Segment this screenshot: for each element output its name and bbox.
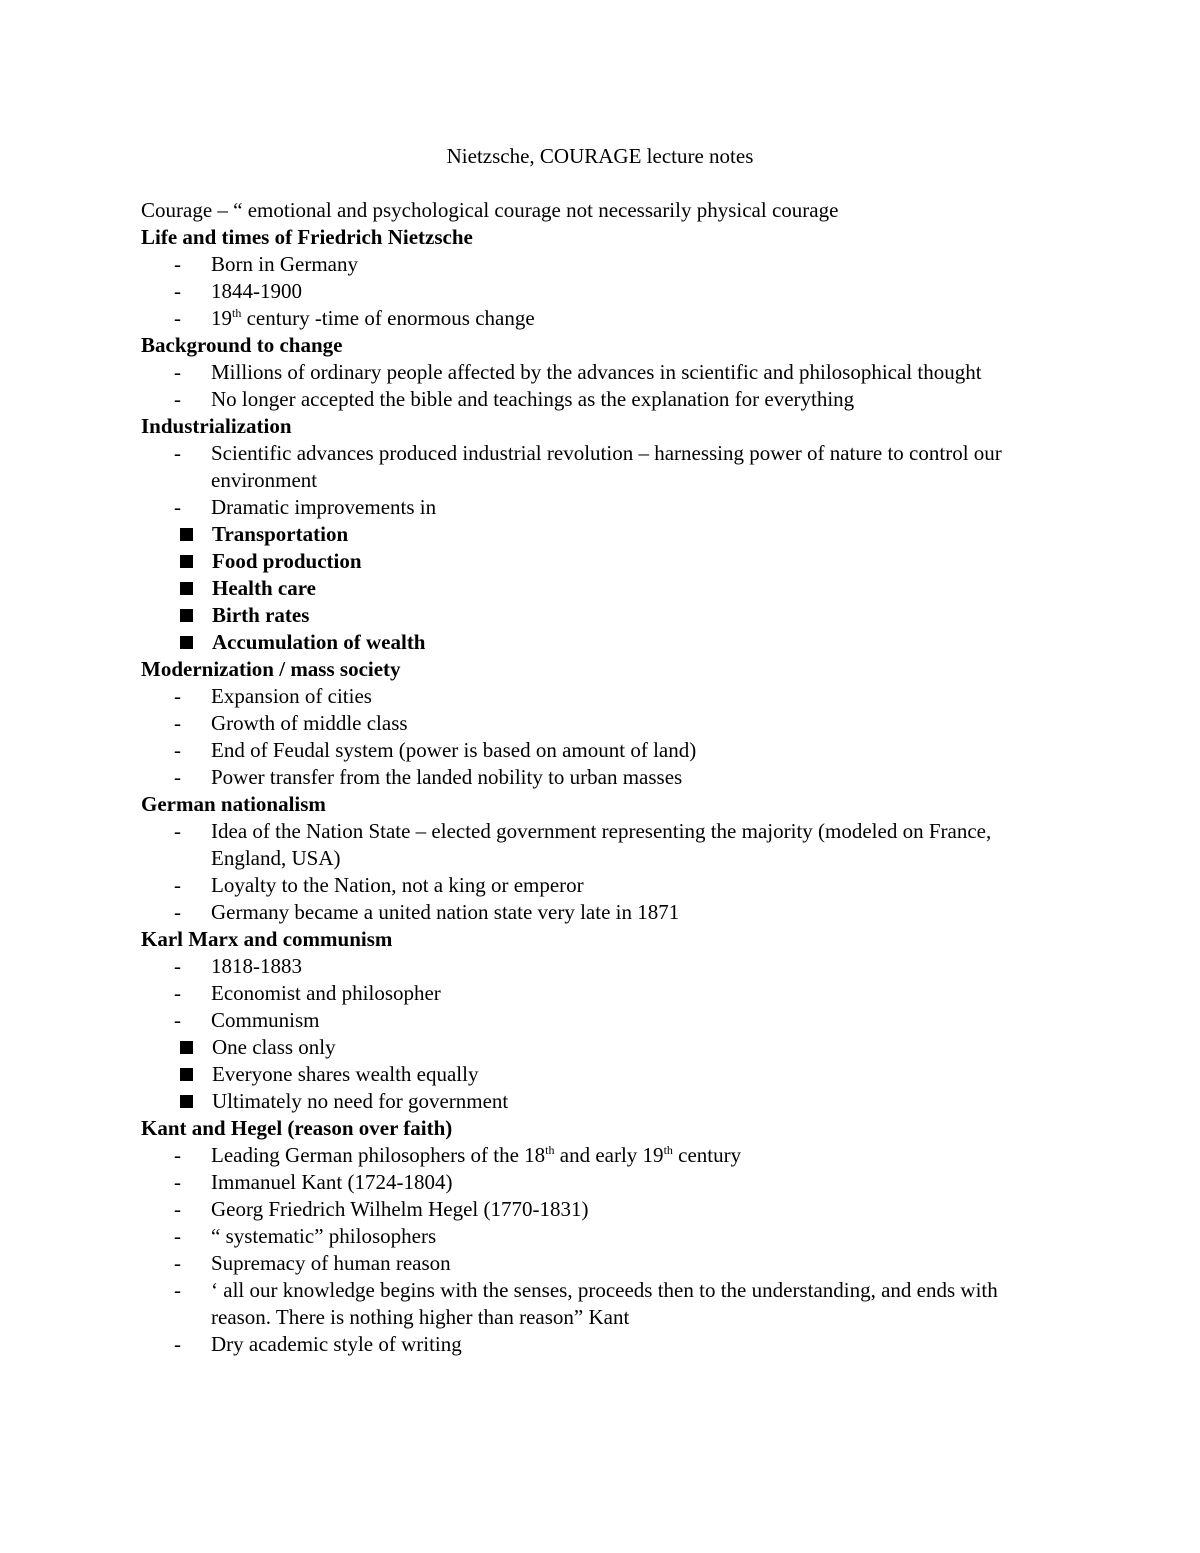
section-industrialization [141,413,1046,656]
list-item [141,872,1046,899]
square-bullet-icon [180,528,193,541]
sub-item-text: Everyone shares wealth equally [212,1062,479,1086]
item-text: Growth of middle class [211,711,408,735]
ordinal-suffix: th [663,1143,673,1157]
item-text: 1844-1900 [211,279,302,303]
list-item [141,1331,1046,1358]
list-item [141,683,1046,710]
dash-bullet: - [174,1170,181,1194]
list-item [141,1007,1046,1034]
list-item [141,1277,1046,1331]
item-text: Born in Germany [211,252,358,276]
bullet-list [141,440,1046,521]
sub-list-item [141,602,1046,629]
bullet-list [141,359,1046,413]
section-heading: Industrialization [141,414,292,438]
square-bullet-icon [180,582,193,595]
list-item [141,305,1046,332]
section-modernization [141,656,1046,791]
ordinal-suffix: th [232,306,242,320]
square-bullet-icon [180,1068,193,1081]
sub-list-item [141,1088,1046,1115]
item-text: Idea of the Nation State – elected government representing the majority (modeled on France, England, USA) [211,819,992,870]
list-item [141,953,1046,980]
sub-list-item [141,1061,1046,1088]
dash-bullet: - [174,738,181,762]
list-item [141,980,1046,1007]
item-text: Immanuel Kant (1724-1804) [211,1170,453,1194]
dash-bullet: - [174,1251,181,1275]
ordinal-suffix: th [545,1143,555,1157]
item-text: 1818-1883 [211,954,302,978]
sub-item-text: Transportation [212,522,349,546]
list-item [141,440,1046,494]
section-marx [141,926,1046,1115]
item-text: Power transfer from the landed nobility to urban masses [211,765,683,789]
dash-bullet: - [174,684,181,708]
item-text: Dramatic improvements in [211,495,437,519]
item-text: Loyalty to the Nation, not a king or emperor [211,873,584,897]
list-item [141,494,1046,521]
dash-bullet: - [174,306,181,330]
sub-item-text: Accumulation of wealth [212,630,426,654]
sub-item-text: Health care [212,576,316,600]
sub-item-text: Ultimately no need for government [212,1089,509,1113]
list-item [141,359,1046,386]
page-title: Nietzsche, COURAGE lecture notes [446,144,754,168]
square-bullet-icon [180,1041,193,1054]
sub-bullet-list [141,521,1046,656]
item-text: Expansion of cities [211,684,372,708]
list-item [141,818,1046,872]
item-text: End of Feudal system (power is based on amount of land) [211,738,697,762]
section-kant-hegel [141,1115,1046,1358]
dash-bullet: - [174,252,181,276]
dash-bullet: - [174,360,181,384]
list-item [141,278,1046,305]
bullet-list [141,953,1046,1034]
dash-bullet: - [174,900,181,924]
square-bullet-icon [180,609,193,622]
item-text: “ systematic” philosophers [211,1224,437,1248]
sub-list-item [141,521,1046,548]
item-text: Economist and philosopher [211,981,441,1005]
list-item [141,1223,1046,1250]
list-item [141,1250,1046,1277]
item-text: Communism [211,1008,320,1032]
section-heading: German nationalism [141,792,326,816]
item-text: No longer accepted the bible and teachings as the explanation for everything [211,387,855,411]
sub-list-item [141,1034,1046,1061]
square-bullet-icon [180,636,193,649]
intro-line: Courage – “ emotional and psychological courage not necessarily physical courage [141,198,839,222]
section-life [141,224,1046,332]
bullet-list [141,683,1046,791]
bullet-list [141,251,1046,332]
list-item [141,710,1046,737]
bullet-list [141,818,1046,926]
bullet-list [141,1142,1046,1358]
sub-item-text: Food production [212,549,362,573]
dash-bullet: - [174,495,181,519]
item-text-post: century [672,1143,742,1167]
section-heading: Modernization / mass society [141,657,401,681]
item-text: Millions of ordinary people affected by the advances in scientific and philosophical thought [211,360,982,384]
dash-bullet: - [174,1197,181,1221]
item-text-pre: 19 [211,306,232,330]
dash-bullet: - [174,1224,181,1248]
list-item [141,899,1046,926]
square-bullet-icon [180,1095,193,1108]
list-item [141,1196,1046,1223]
item-text: Supremacy of human reason [211,1251,451,1275]
item-text: Dry academic style of writing [211,1332,462,1356]
item-text: ‘ all our knowledge begins with the senses, proceeds then to the understanding, and ends with reason. There is nothing higher than reason” Kant [211,1278,998,1329]
sub-bullet-list [141,1034,1046,1115]
section-heading: Kant and Hegel (reason over faith) [141,1116,453,1140]
section-nationalism [141,791,1046,926]
sub-item-text: Birth rates [212,603,310,627]
notes-body [141,197,1046,1358]
dash-bullet: - [174,279,181,303]
item-text: Scientific advances produced industrial revolution – harnessing power of nature to control our environment [211,441,1002,492]
item-text: Germany became a united nation state very late in 1871 [211,900,680,924]
dash-bullet: - [174,819,181,843]
dash-bullet: - [174,765,181,789]
dash-bullet: - [174,1332,181,1356]
sub-list-item [141,548,1046,575]
list-item [141,1169,1046,1196]
item-text: Georg Friedrich Wilhelm Hegel (1770-1831) [211,1197,589,1221]
item-text-post: century -time of enormous change [241,306,535,330]
section-heading: Karl Marx and communism [141,927,393,951]
dash-bullet: - [174,441,181,465]
dash-bullet: - [174,873,181,897]
dash-bullet: - [174,1008,181,1032]
list-item [141,251,1046,278]
section-heading: Background to change [141,333,343,357]
item-text-pre: Leading German philosophers of the 18 [211,1143,546,1167]
section-background [141,332,1046,413]
dash-bullet: - [174,711,181,735]
dash-bullet: - [174,954,181,978]
sub-list-item [141,629,1046,656]
list-item [141,764,1046,791]
sub-list-item [141,575,1046,602]
dash-bullet: - [174,981,181,1005]
list-item [141,737,1046,764]
sub-item-text: One class only [212,1035,336,1059]
dash-bullet: - [174,1278,181,1302]
square-bullet-icon [180,555,193,568]
list-item [141,386,1046,413]
item-text-mid: and early 19 [554,1143,664,1167]
list-item [141,1142,1046,1169]
dash-bullet: - [174,1143,181,1167]
section-heading: Life and times of Friedrich Nietzsche [141,225,473,249]
dash-bullet: - [174,387,181,411]
